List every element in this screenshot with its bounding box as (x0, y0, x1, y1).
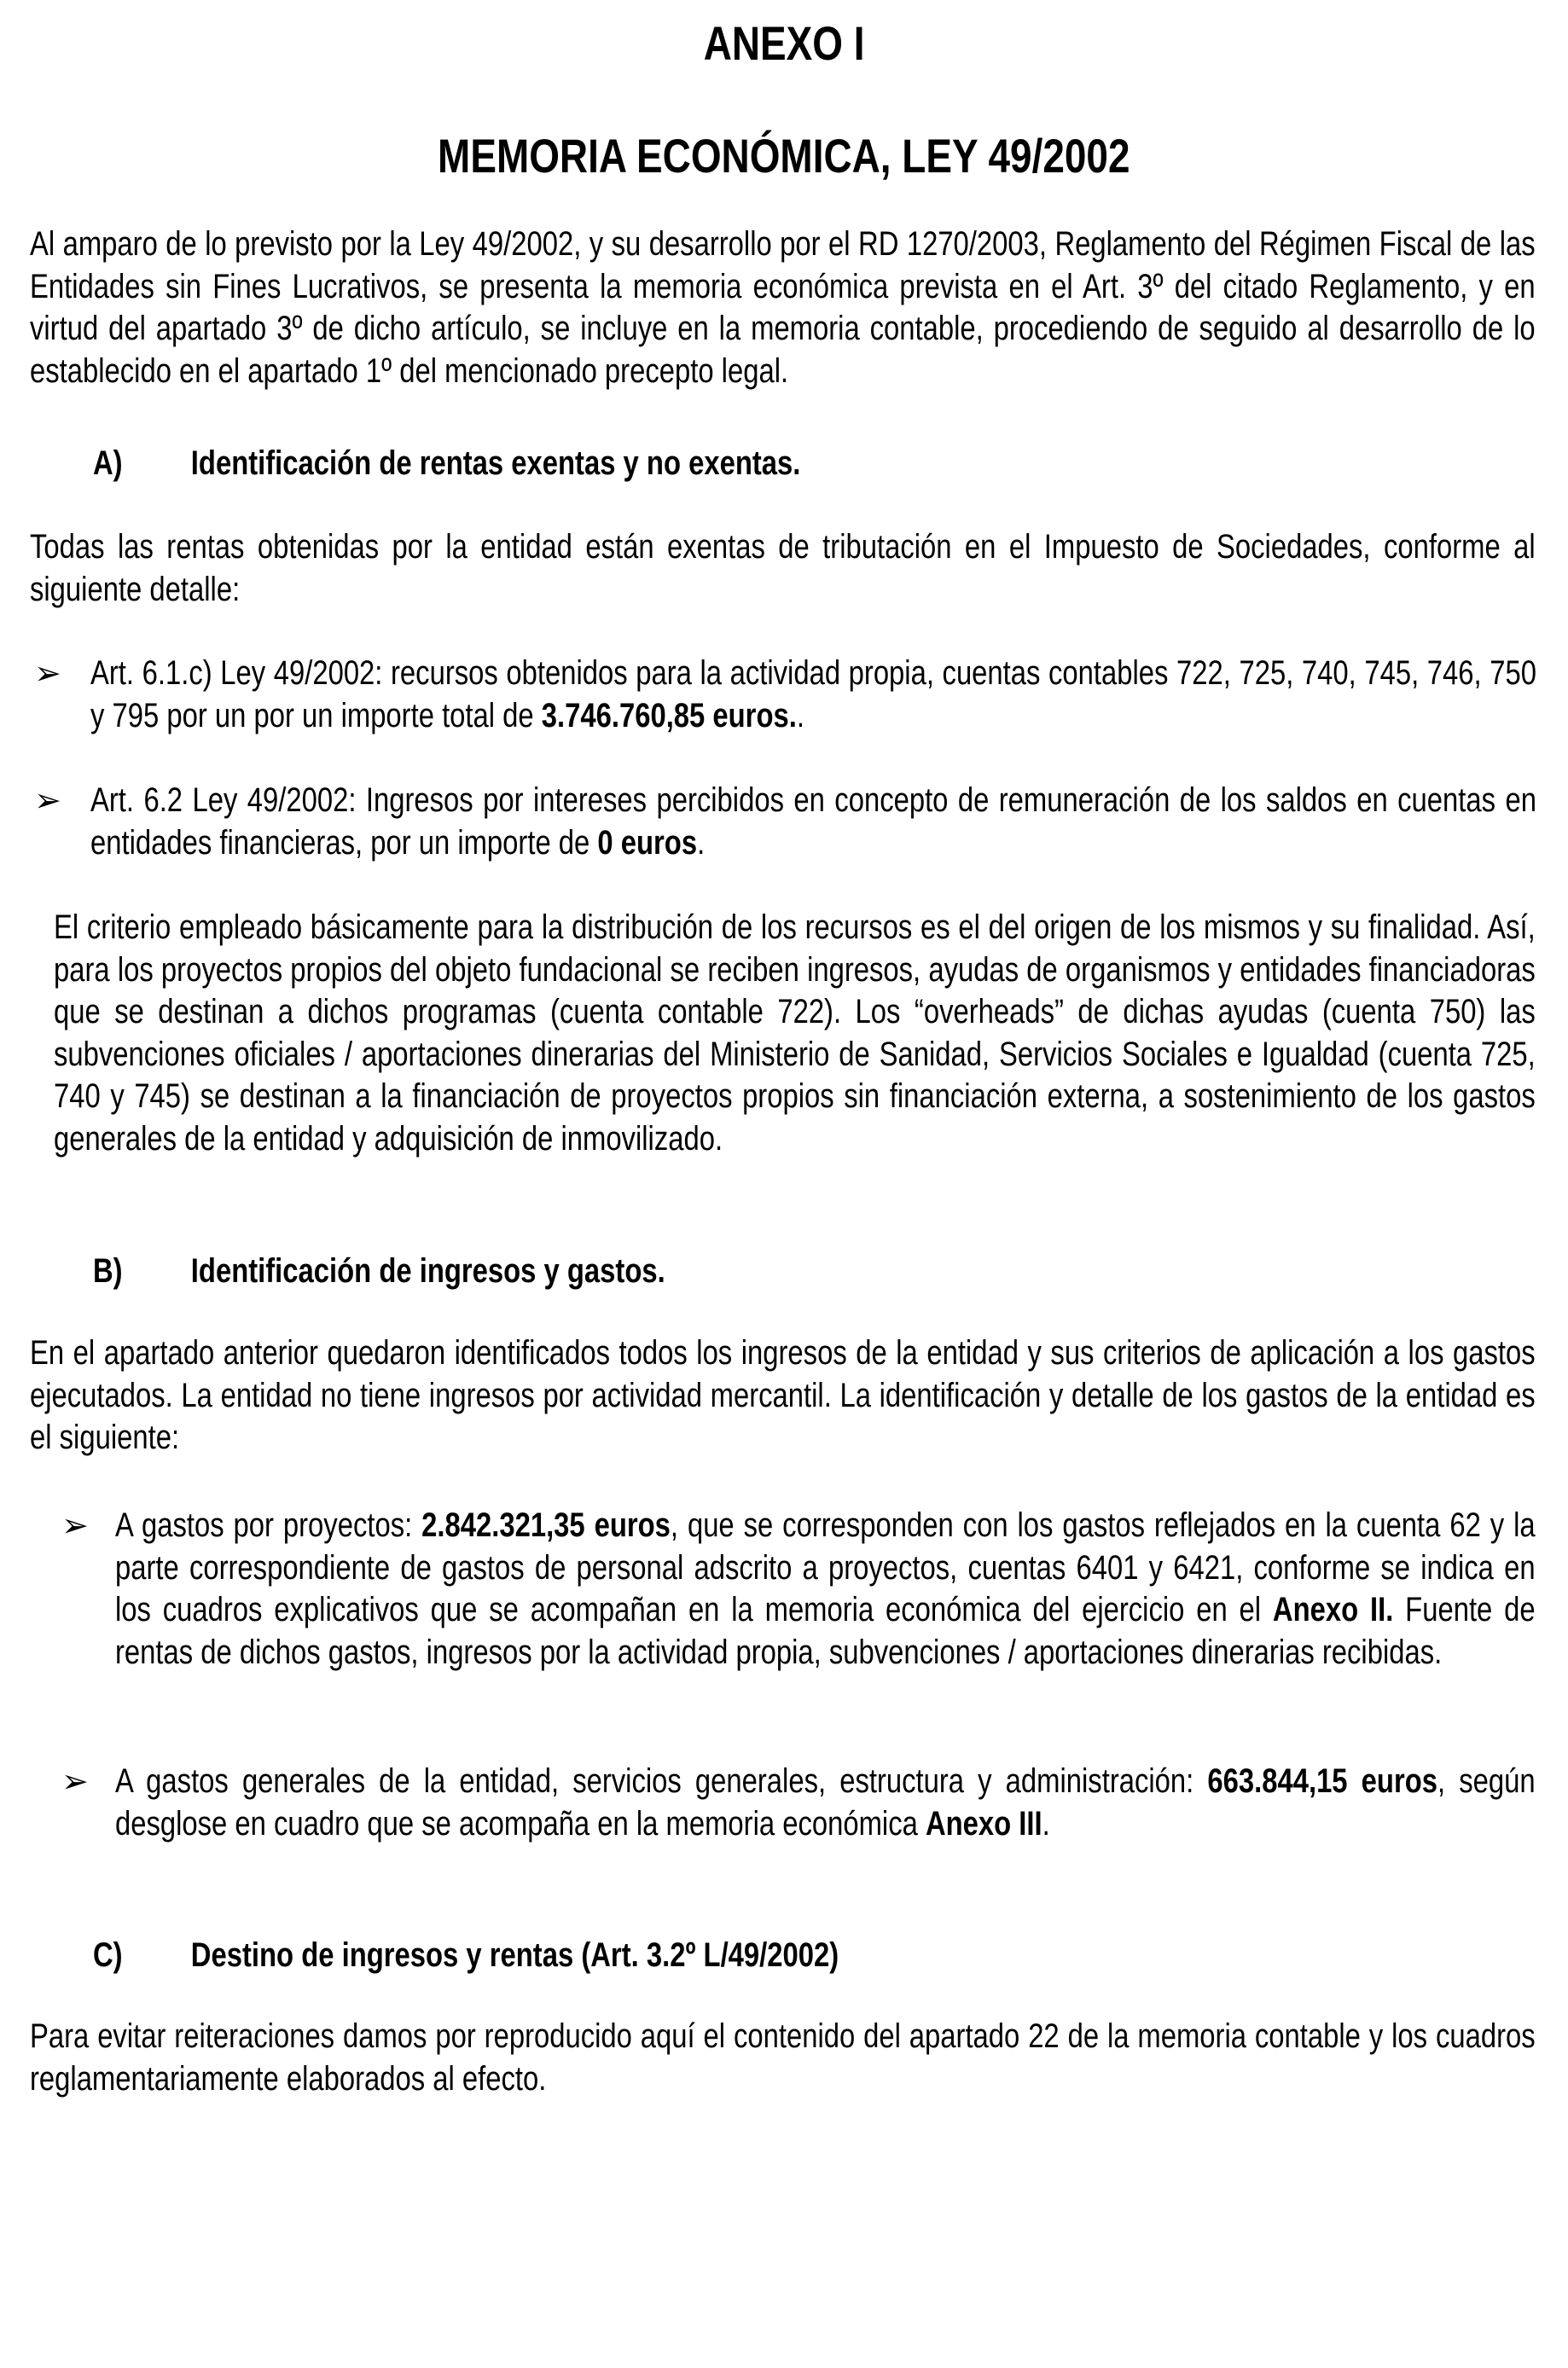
section-c-paragraph: Para evitar reiteraciones damos por reproducido aquí el contenido del apartado 22 de la memoria contable y los cuadros reglamentariamente elaborados al efecto. (30, 2017, 1536, 2098)
page-title (0, 15, 1568, 71)
bullet-text: . (1042, 1804, 1050, 1843)
arrowhead-bullet-icon: ➢ (34, 656, 61, 692)
bullet-text: , según desglose en cuadro que se acompaña en la memoria económica (115, 1762, 1536, 1843)
title-text: ANEXO I (703, 16, 865, 70)
subtitle-text: MEMORIA ECONÓMICA, LEY 49/2002 (438, 129, 1130, 183)
section-b-heading (93, 1250, 665, 1292)
annex-reference: Anexo III (925, 1804, 1042, 1843)
annex-reference: Anexo II. (1272, 1591, 1394, 1628)
amount: 0 euros (597, 823, 698, 862)
bullet-text: Art. 6.2 Ley 49/2002: Ingresos por intereses percibidos en concepto de remuneración de los saldos en cuentas en entidades financieras, por un importe de (90, 781, 1536, 862)
section-c-label: C) (93, 1936, 123, 1974)
section-b-label: B) (93, 1252, 123, 1290)
section-a-heading (93, 442, 800, 485)
amount: 2.842.321,35 euros (421, 1506, 671, 1544)
bullet-text-end: . (697, 823, 706, 862)
bullet-text: Fuente de rentas de dichos gastos, ingresos por la actividad propia, subvenciones / aportaciones dinerarias recibidas. (115, 1591, 1536, 1671)
amount: 3.746.760,85 euros. (541, 696, 797, 734)
section-a-title: Identificación de rentas exentas y no exentas. (190, 444, 801, 482)
list-item (115, 1761, 1536, 1845)
bullet-text-end: . (796, 696, 804, 734)
bullet-text: , que se corresponden con los gastos reflejados en la cuenta 62 y la parte correspondiente de gastos de personal adscrito a proyectos, cuentas 6401 y 6421, conforme se indica en los cuadros explicativos que se acompañan en la memoria económica del ejercicio en el (115, 1506, 1536, 1628)
intro-paragraph: Al amparo de lo previsto por la Ley 49/2002, y su desarrollo por el RD 1270/2003, Reglamento del Régimen Fiscal de las Entidades sin Fines Lucrativos, se presenta la memoria económica prevista en el Art. 3º del citado Reglamento, y en virtud del apartado 3º de dicho artículo, se incluye en la memoria contable, procediendo de seguido al desarrollo de lo establecido en el apartado 1º del mencionado precepto legal. (30, 225, 1536, 390)
page-subtitle (0, 128, 1568, 183)
section-a-label: A) (93, 444, 123, 482)
bullet-text: A gastos generales de la entidad, servicios generales, estructura y administración: (115, 1762, 1208, 1800)
section-b-paragraph: En el apartado anterior quedaron identificados todos los ingresos de la entidad y sus criterios de aplicación a los gastos ejecutados. La entidad no tiene ingresos por actividad mercantil. La identificación y detalle de los gastos de la entidad es el siguiente: (30, 1334, 1536, 1456)
criterio-paragraph: El criterio empleado básicamente para la distribución de los recursos es el del origen de los mismos y su finalidad. Así, para los proyectos propios del objeto fundacional se reciben ingresos, ayudas de organismos y entidades financiadoras que se destinan a dichos programas (cuenta contable 722). Los “overheads” de dichas ayudas (cuenta 750) las subvenciones oficiales / aportaciones dinerarias del Ministerio de Sanidad, Servicios Sociales e Igualdad (cuenta 725, 740 y 745) se destinan a la financiación de proyectos propios sin financiación externa, a sostenimiento de los gastos generales de la entidad y adquisición de inmovilizado. (54, 908, 1536, 1158)
bullet-text: A gastos por proyectos: (115, 1506, 422, 1544)
amount: 663.844,15 euros (1207, 1762, 1437, 1800)
section-c-heading (93, 1934, 839, 1976)
arrowhead-bullet-icon: ➢ (34, 783, 61, 819)
section-a-paragraph: Todas las rentas obtenidas por la entidad están exentas de tributación en el Impuesto de Sociedades, conforme al siguiente detalle: (30, 528, 1536, 608)
list-item (90, 780, 1536, 864)
section-c-title: Destino de ingresos y rentas (Art. 3.2º L/49/2002) (190, 1936, 839, 1974)
list-item (90, 653, 1536, 737)
arrowhead-bullet-icon: ➢ (61, 1764, 89, 1800)
bullet-text: Art. 6.1.c) Ley 49/2002: recursos obtenidos para la actividad propia, cuentas contables 722, 725, 740, 745, 746, 750 y 795 por un por un importe total de (90, 654, 1536, 734)
section-b-title: Identificación de ingresos y gastos. (190, 1252, 665, 1290)
arrowhead-bullet-icon: ➢ (61, 1508, 89, 1544)
list-item (115, 1505, 1536, 1674)
